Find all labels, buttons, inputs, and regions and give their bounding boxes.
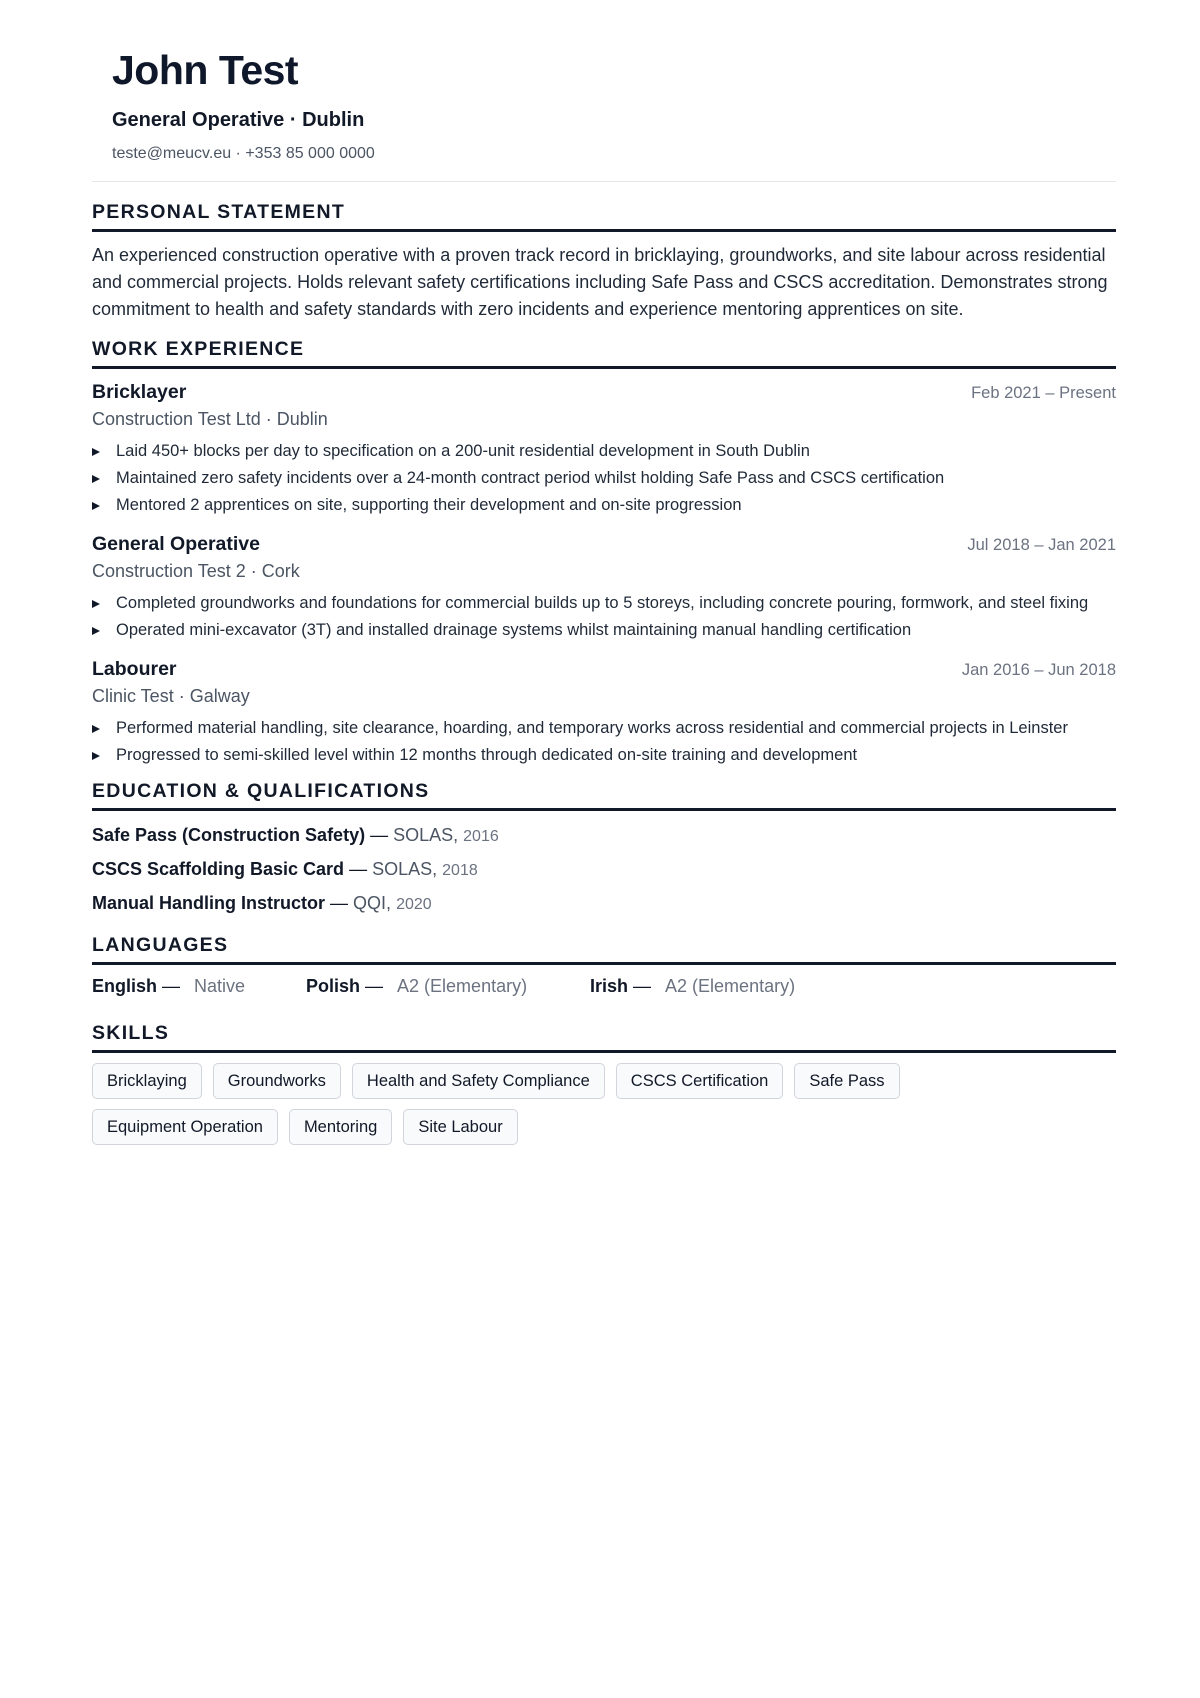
qualification-issuer: QQI, (353, 893, 392, 913)
job-bullets (92, 716, 1116, 767)
language-level: Native (194, 976, 246, 996)
triangle-bullet-icon (92, 627, 100, 635)
qualification-year: 2018 (442, 862, 478, 879)
personal-statement-section (92, 200, 1116, 323)
triangle-bullet-icon (92, 725, 100, 733)
bullet-item (92, 618, 1116, 642)
qualification-issuer: SOLAS, (393, 825, 459, 845)
skills-section (92, 1021, 1116, 1155)
job-title: General Operative (92, 533, 260, 555)
bullet-item (92, 493, 1116, 517)
section-title-skills: SKILLS (92, 1021, 1116, 1053)
job-bullets (92, 439, 1116, 517)
qualification-year: 2016 (463, 828, 499, 845)
triangle-bullet-icon (92, 502, 100, 510)
qualification-name: Safe Pass (Construction Safety) (92, 825, 366, 845)
bullet-item (92, 591, 1116, 615)
bullet-item (92, 743, 1116, 767)
skill-chip: Health and Safety Compliance (352, 1063, 605, 1099)
candidate-name: John Test (112, 47, 299, 93)
bullet-text: Laid 450+ blocks per day to specification on a 200-unit residential development in South Dublin (116, 442, 810, 460)
job-title: Labourer (92, 658, 177, 680)
skill-chip: CSCS Certification (616, 1063, 784, 1099)
qualification-name: Manual Handling Instructor (92, 893, 326, 913)
skill-chip: Mentoring (289, 1109, 392, 1145)
skill-chip: Groundworks (213, 1063, 341, 1099)
section-title-work-experience: WORK EXPERIENCE (92, 337, 1116, 369)
language-name: English (92, 976, 158, 996)
section-title-languages: LANGUAGES (92, 933, 1116, 965)
education-section (92, 779, 1116, 921)
language-level: A2 (Elementary) (397, 976, 528, 996)
job-dates: Jan 2016 – Jun 2018 (961, 661, 1116, 679)
language-level: A2 (Elementary) (665, 976, 796, 996)
resume-header (92, 0, 1116, 182)
language-item: English — Native (92, 976, 246, 996)
section-title-personal-statement: PERSONAL STATEMENT (92, 200, 1116, 232)
bullet-text: Maintained zero safety incidents over a 24-month contract period whilst holding Safe Pass and CSCS certification (116, 469, 945, 487)
qualification-issuer: SOLAS, (372, 859, 438, 879)
skill-chip: Site Labour (403, 1109, 517, 1145)
language-name: Polish (306, 976, 361, 996)
education-item: Manual Handling Instructor — QQI, 2020 (92, 893, 432, 913)
bullet-item (92, 716, 1116, 740)
personal-statement-text: An experienced construction operative with a proven track record in bricklaying, groundworks, and site labour across residential and commercial projects. Holds relevant safety certifications including Safe Pass and CSCS accreditation. Demonstrates strong commitment to health and safety standards with zero incidents and experience mentoring apprentices on site. (92, 245, 1108, 319)
bullet-item (92, 466, 1116, 490)
qualification-year: 2020 (396, 896, 432, 913)
languages-list (92, 973, 1116, 999)
job-bullets (92, 591, 1116, 642)
education-item: Safe Pass (Construction Safety) — SOLAS, 2016 (92, 825, 499, 845)
language-item: Irish — A2 (Elementary) (590, 976, 796, 996)
bullet-text: Progressed to semi-skilled level within 12 months through dedicated on-site training and development (116, 746, 858, 764)
candidate-headline: General Operative · Dublin (112, 109, 365, 131)
education-list (92, 819, 1116, 921)
bullet-text: Operated mini-excavator (3T) and installed drainage systems whilst maintaining manual handling certification (116, 621, 912, 639)
bullet-item (92, 439, 1116, 463)
skill-chip: Bricklaying (92, 1063, 202, 1099)
work-experience-section (92, 337, 1116, 767)
languages-section (92, 933, 1116, 999)
job-entry (92, 379, 1116, 517)
skill-chip: Safe Pass (794, 1063, 899, 1099)
resume-page (92, 0, 1116, 1155)
job-dates: Feb 2021 – Present (971, 384, 1116, 402)
language-item: Polish — A2 (Elementary) (306, 976, 528, 996)
triangle-bullet-icon (92, 448, 100, 456)
job-company: Construction Test Ltd · Dublin (92, 409, 328, 429)
triangle-bullet-icon (92, 600, 100, 608)
education-item: CSCS Scaffolding Basic Card — SOLAS, 2018 (92, 859, 478, 879)
triangle-bullet-icon (92, 752, 100, 760)
skills-list (92, 1063, 1092, 1155)
job-entry (92, 531, 1116, 642)
job-company: Construction Test 2 · Cork (92, 561, 300, 581)
section-title-education: EDUCATION & QUALIFICATIONS (92, 779, 1116, 811)
bullet-text: Mentored 2 apprentices on site, supporting their development and on-site progression (116, 496, 742, 514)
language-name: Irish (590, 976, 629, 996)
qualification-name: CSCS Scaffolding Basic Card (92, 859, 345, 879)
contact-info: teste@meucv.eu · +353 85 000 0000 (112, 145, 375, 162)
job-dates: Jul 2018 – Jan 2021 (967, 536, 1116, 554)
bullet-text: Completed groundworks and foundations for commercial builds up to 5 storeys, including concrete pouring, formwork, and steel fixing (116, 594, 1089, 612)
job-entry (92, 656, 1116, 767)
bullet-text: Performed material handling, site clearance, hoarding, and temporary works across residential and commercial projects in Leinster (116, 719, 1068, 737)
job-title: Bricklayer (92, 381, 187, 403)
job-company: Clinic Test · Galway (92, 686, 250, 706)
triangle-bullet-icon (92, 475, 100, 483)
skill-chip: Equipment Operation (92, 1109, 278, 1145)
